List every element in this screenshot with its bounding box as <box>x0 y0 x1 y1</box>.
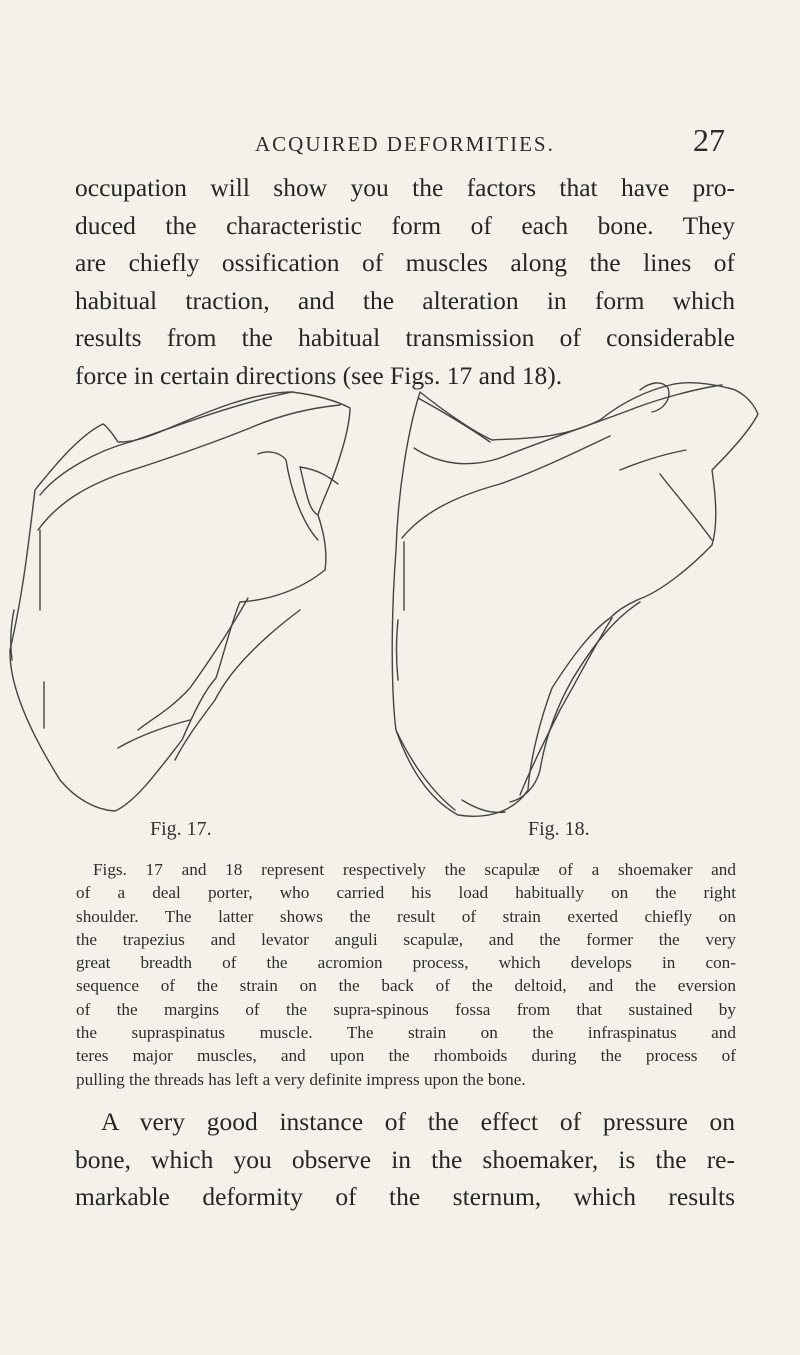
scapula-figures <box>0 370 800 840</box>
running-head <box>0 122 800 162</box>
caption-line: pulling the threads has left a very definite impress upon the bone. <box>76 1069 526 1089</box>
paragraph-top <box>75 169 735 394</box>
fig17-lateral-ridge <box>175 610 300 760</box>
caption-line: the trapezius and levator anguli scapulæ, and the former the very <box>76 929 736 949</box>
text-line: habitual traction, and the alteration in form which <box>75 285 735 315</box>
text-line: force in certain directions (see Figs. 17 and 18). <box>75 360 563 390</box>
caption-line: teres major muscles, and upon the rhomboids during the process of <box>76 1046 736 1066</box>
fig18-border-mark <box>397 620 399 680</box>
text-line: are chiefly ossification of muscles along the lines of <box>75 248 735 277</box>
fig18-acromion-edge <box>620 450 686 470</box>
paragraph-bottom <box>75 1103 735 1216</box>
caption-line: of a deal porter, who carried his load habitually on the right <box>76 883 736 903</box>
fig17-coracoid <box>300 467 338 484</box>
fig18-label: Fig. 18. <box>528 818 590 840</box>
fig17-spine-upper <box>40 392 292 495</box>
fig17-glenoid-edge <box>300 467 318 515</box>
page-number: 27 <box>693 122 725 158</box>
fig17-acromion <box>258 452 318 540</box>
caption-line: the supraspinatus muscle. The strain on the infraspinatus and <box>76 1023 736 1043</box>
fig17-inner-ridge <box>138 598 248 730</box>
caption-line: sequence of the strain on the back of the deltoid, and the eversion <box>76 976 736 996</box>
text-line: A very good instance of the effect of pressure on <box>101 1107 735 1136</box>
text-line: occupation will show you the factors that have pro- <box>75 173 735 202</box>
text-line: duced the characteristic form of each bone. They <box>75 210 735 240</box>
figures <box>0 370 800 840</box>
fig17-label: Fig. 17. <box>150 818 212 840</box>
fig18-outline <box>392 383 758 817</box>
fig17-outline <box>10 392 350 811</box>
fig18-inferior-mark <box>462 800 505 813</box>
fig18-glenoid-edge <box>660 474 712 540</box>
fig18-superior-border <box>418 398 490 442</box>
caption-line: shoulder. The latter shows the result of strain exerted chiefly on <box>76 906 736 926</box>
caption-line: great breadth of the acromion process, which develops in con- <box>76 953 736 973</box>
fig18-spine-lower <box>402 436 610 538</box>
text-line: bone, which you observe in the shoemaker, is the re- <box>75 1144 735 1174</box>
fig17-spine-lower <box>38 405 340 530</box>
fig18-inner-ridge <box>520 618 612 795</box>
fig17-scapula-drawing <box>10 392 350 811</box>
caption-line: Figs. 17 and 18 represent respectively the scapulæ of a shoemaker and <box>93 860 736 879</box>
running-title: ACQUIRED DEFORMITIES. <box>255 132 555 156</box>
caption-line: of the margins of the supra-spinous fossa from that sustained by <box>76 999 736 1019</box>
fig18-inferior-angle <box>396 730 455 810</box>
text-line: results from the habitual transmission of considerable <box>75 323 735 352</box>
text-line: markable deformity of the sternum, which results <box>75 1182 735 1211</box>
fig18-scapula-drawing <box>392 383 758 817</box>
figure-caption <box>76 858 736 1091</box>
